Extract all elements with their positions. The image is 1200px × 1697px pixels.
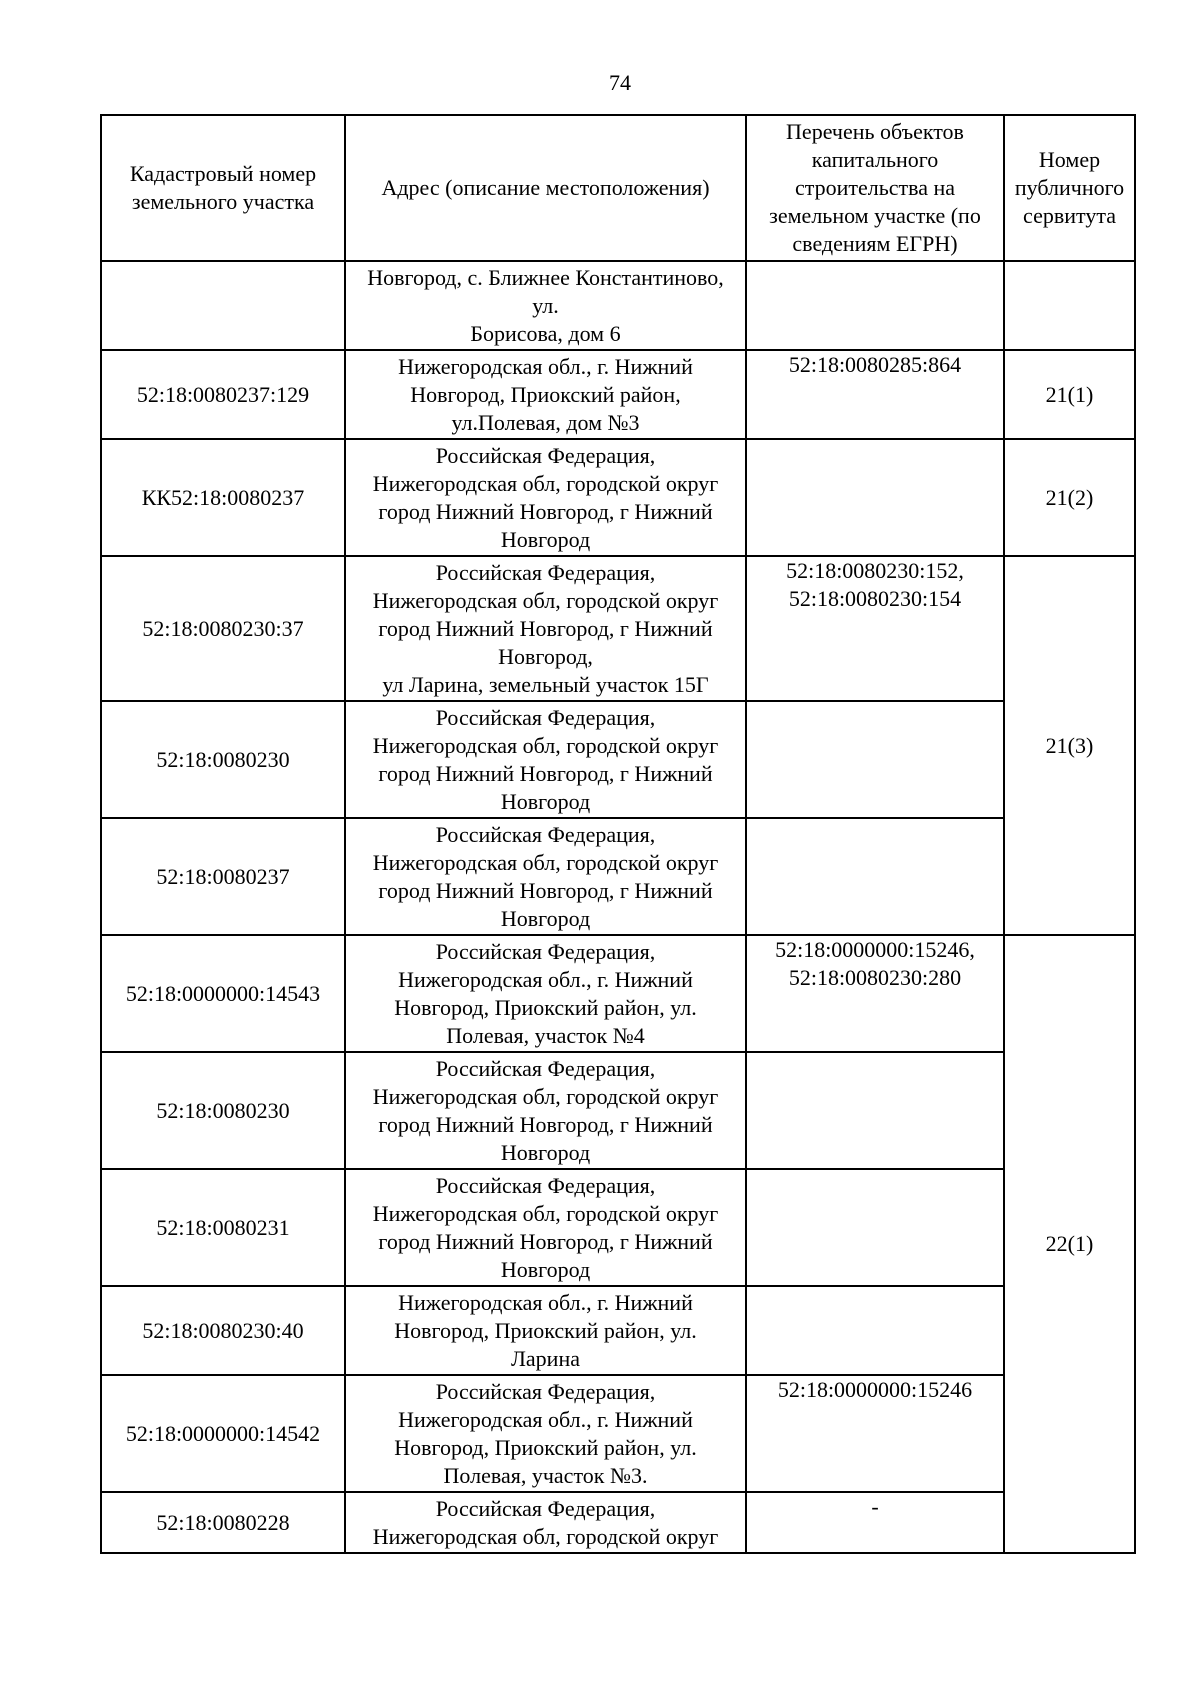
header-cadastral: Кадастровый номер земельного участка — [101, 115, 345, 261]
cadastral-cell: 52:18:0080230:40 — [101, 1286, 345, 1375]
objects-cell: 52:18:0000000:15246, 52:18:0080230:280 — [746, 935, 1004, 1052]
cadastral-cell: 52:18:0080230 — [101, 701, 345, 818]
cadastral-cell: 52:18:0080231 — [101, 1169, 345, 1286]
address-cell: Российская Федерация, Нижегородская обл., г. Нижний Новгород, Приокский район, ул. Полевая, участок №3. — [345, 1375, 746, 1492]
cadastral-cell: 52:18:0000000:14542 — [101, 1375, 345, 1492]
table-row — [101, 1052, 1135, 1169]
address-cell: Российская Федерация, Нижегородская обл, городской округ город Нижний Новгород, г Нижний Новгород, ул Ларина, земельный участок 15Г — [345, 556, 746, 701]
address-cell: Новгород, с. Ближнее Константиново, ул. Борисова, дом 6 — [345, 261, 746, 350]
objects-cell — [746, 1169, 1004, 1286]
cadastral-cell: 52:18:0080230:37 — [101, 556, 345, 701]
objects-cell — [746, 701, 1004, 818]
servitude-cell: 21(3) — [1004, 556, 1135, 935]
table-row — [101, 1375, 1135, 1492]
table-header-row — [101, 115, 1135, 261]
address-cell: Российская Федерация, Нижегородская обл., г. Нижний Новгород, Приокский район, ул. Полевая, участок №4 — [345, 935, 746, 1052]
address-cell: Нижегородская обл., г. Нижний Новгород, Приокский район, ул.Полевая, дом №3 — [345, 350, 746, 439]
address-cell: Российская Федерация, Нижегородская обл, городской округ город Нижний Новгород, г Нижний Новгород — [345, 818, 746, 935]
cadastral-cell: 52:18:0000000:14543 — [101, 935, 345, 1052]
table-row — [101, 556, 1135, 701]
table-row — [101, 261, 1135, 350]
table-row — [101, 1286, 1135, 1375]
servitude-cell: 21(2) — [1004, 439, 1135, 556]
table-row — [101, 1169, 1135, 1286]
cadastral-cell: КК52:18:0080237 — [101, 439, 345, 556]
objects-cell — [746, 1052, 1004, 1169]
table-row — [101, 935, 1135, 1052]
servitude-cell — [1004, 261, 1135, 350]
table-row — [101, 818, 1135, 935]
objects-cell: - — [746, 1492, 1004, 1553]
objects-cell: 52:18:0080285:864 — [746, 350, 1004, 439]
address-cell: Российская Федерация, Нижегородская обл, городской округ — [345, 1492, 746, 1553]
cadastral-cell: 52:18:0080237:129 — [101, 350, 345, 439]
table-row — [101, 350, 1135, 439]
page-number: 74 — [609, 70, 631, 95]
address-cell: Российская Федерация, Нижегородская обл, городской округ город Нижний Новгород, г Нижний Новгород — [345, 701, 746, 818]
address-cell: Российская Федерация, Нижегородская обл, городской округ город Нижний Новгород, г Нижний Новгород — [345, 1052, 746, 1169]
table-row — [101, 701, 1135, 818]
objects-cell: 52:18:0000000:15246 — [746, 1375, 1004, 1492]
servitude-cell: 22(1) — [1004, 935, 1135, 1553]
cadastral-cell: 52:18:0080230 — [101, 1052, 345, 1169]
cadastral-cell — [101, 261, 345, 350]
address-cell: Российская Федерация, Нижегородская обл, городской округ город Нижний Новгород, г Нижний Новгород — [345, 439, 746, 556]
table-row — [101, 1492, 1135, 1553]
objects-cell — [746, 818, 1004, 935]
address-cell: Российская Федерация, Нижегородская обл, городской округ город Нижний Новгород, г Нижний Новгород — [345, 1169, 746, 1286]
cadastral-cell: 52:18:0080228 — [101, 1492, 345, 1553]
servitude-cell: 21(1) — [1004, 350, 1135, 439]
servitude-table — [100, 114, 1136, 1554]
cadastral-cell: 52:18:0080237 — [101, 818, 345, 935]
objects-cell — [746, 1286, 1004, 1375]
address-cell: Нижегородская обл., г. Нижний Новгород, Приокский район, ул. Ларина — [345, 1286, 746, 1375]
objects-cell — [746, 439, 1004, 556]
objects-cell: 52:18:0080230:152, 52:18:0080230:154 — [746, 556, 1004, 701]
header-servitude: Номер публичного сервитута — [1004, 115, 1135, 261]
header-address: Адрес (описание местоположения) — [345, 115, 746, 261]
table-row — [101, 439, 1135, 556]
objects-cell — [746, 261, 1004, 350]
header-objects: Перечень объектов капитального строительства на земельном участке (по сведениям ЕГРН) — [746, 115, 1004, 261]
